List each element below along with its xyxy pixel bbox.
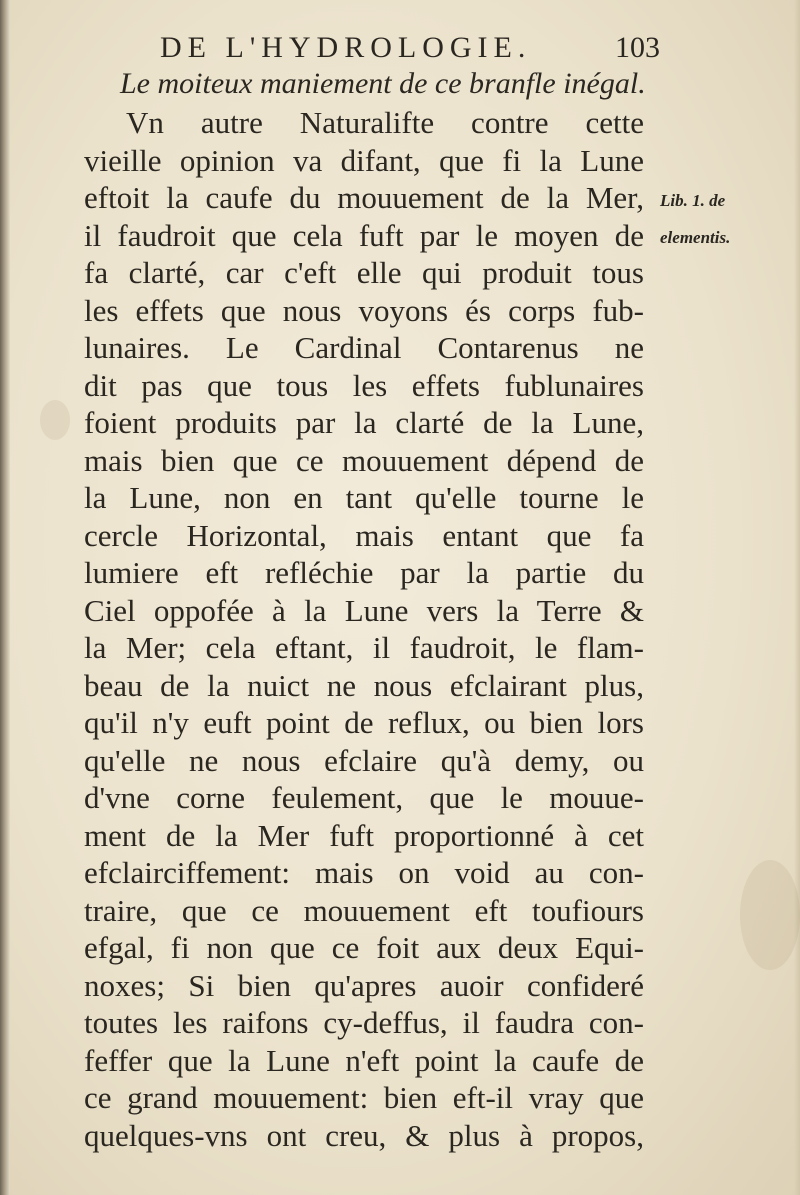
text-line: lumiere eft refléchie par la partie du — [84, 555, 644, 590]
paper-stain — [740, 860, 800, 970]
text-line: toutes les raifons cy-deffus, il faudra con- — [84, 1005, 644, 1040]
margin-note-line: elementis. — [660, 228, 731, 247]
text-line: il faudroit que cela fuft par le moyen de — [84, 217, 644, 253]
text-line: traire, que ce mouuement eft toufiours — [84, 892, 644, 928]
text-line: la Mer; cela eftant, il faudroit, le flam- — [84, 630, 644, 665]
text-line: fa clarté, car c'eft elle qui produit tous — [84, 255, 644, 290]
text-line: Ciel oppofée à la Lune vers la Terre & — [84, 592, 644, 628]
text-line: qu'elle ne nous efclaire qu'à demy, ou — [84, 742, 644, 778]
text-line: la Lune, non en tant qu'elle tourne le — [84, 480, 644, 515]
text-line: feffer que la Lune n'eft point la caufe de — [84, 1042, 644, 1078]
text-line: d'vne corne feulement, que le mouue- — [84, 780, 644, 815]
page-edge — [794, 0, 800, 1195]
text-line: ce grand mouuement: bien eft-il vray que — [84, 1080, 644, 1115]
text-line: Vn autre Naturalifte contre cette — [126, 105, 644, 140]
text-line: vieille opinion va difant, que fi la Lune — [84, 142, 644, 178]
body-text — [84, 104, 644, 1154]
text-line: beau de la nuict ne nous efclairant plus, — [84, 667, 644, 703]
text-line: dit pas que tous les effets fublunaires — [84, 367, 644, 403]
text-line: lunaires. Le Cardinal Contarenus ne — [84, 330, 644, 365]
page-gutter — [0, 0, 10, 1195]
shoulder-note: Le moiteux maniement de ce branfle inégal. — [120, 67, 646, 100]
page-header — [160, 30, 660, 70]
text-line: eftoit la caufe du mouuement de la Mer, — [84, 180, 644, 215]
margin-note-line: Lib. 1. de — [660, 191, 726, 210]
text-line: qu'il n'y euft point de reflux, ou bien lors — [84, 705, 644, 740]
running-head: DE L'HYDROLOGIE. — [160, 31, 532, 64]
text-line: ment de la Mer fuft proportionné à cet — [84, 817, 644, 853]
text-line: les effets que nous voyons és corps fub- — [84, 292, 644, 328]
text-line: quelques-vns ont creu, & plus à propos, — [84, 1117, 644, 1153]
text-line: noxes; Si bien qu'apres auoir confideré — [84, 967, 644, 1003]
margin-note — [660, 182, 730, 256]
text-line: efclairciffement: mais on void au con- — [84, 855, 644, 890]
text-line: cercle Horizontal, mais entant que fa — [84, 517, 644, 553]
paper-stain — [40, 400, 70, 440]
page-number: 103 — [615, 31, 660, 64]
text-line: mais bien que ce mouuement dépend de — [84, 442, 644, 478]
text-line: efgal, fi non que ce foit aux deux Equi- — [84, 930, 644, 965]
text-line: foient produits par la clarté de la Lune, — [84, 405, 644, 440]
